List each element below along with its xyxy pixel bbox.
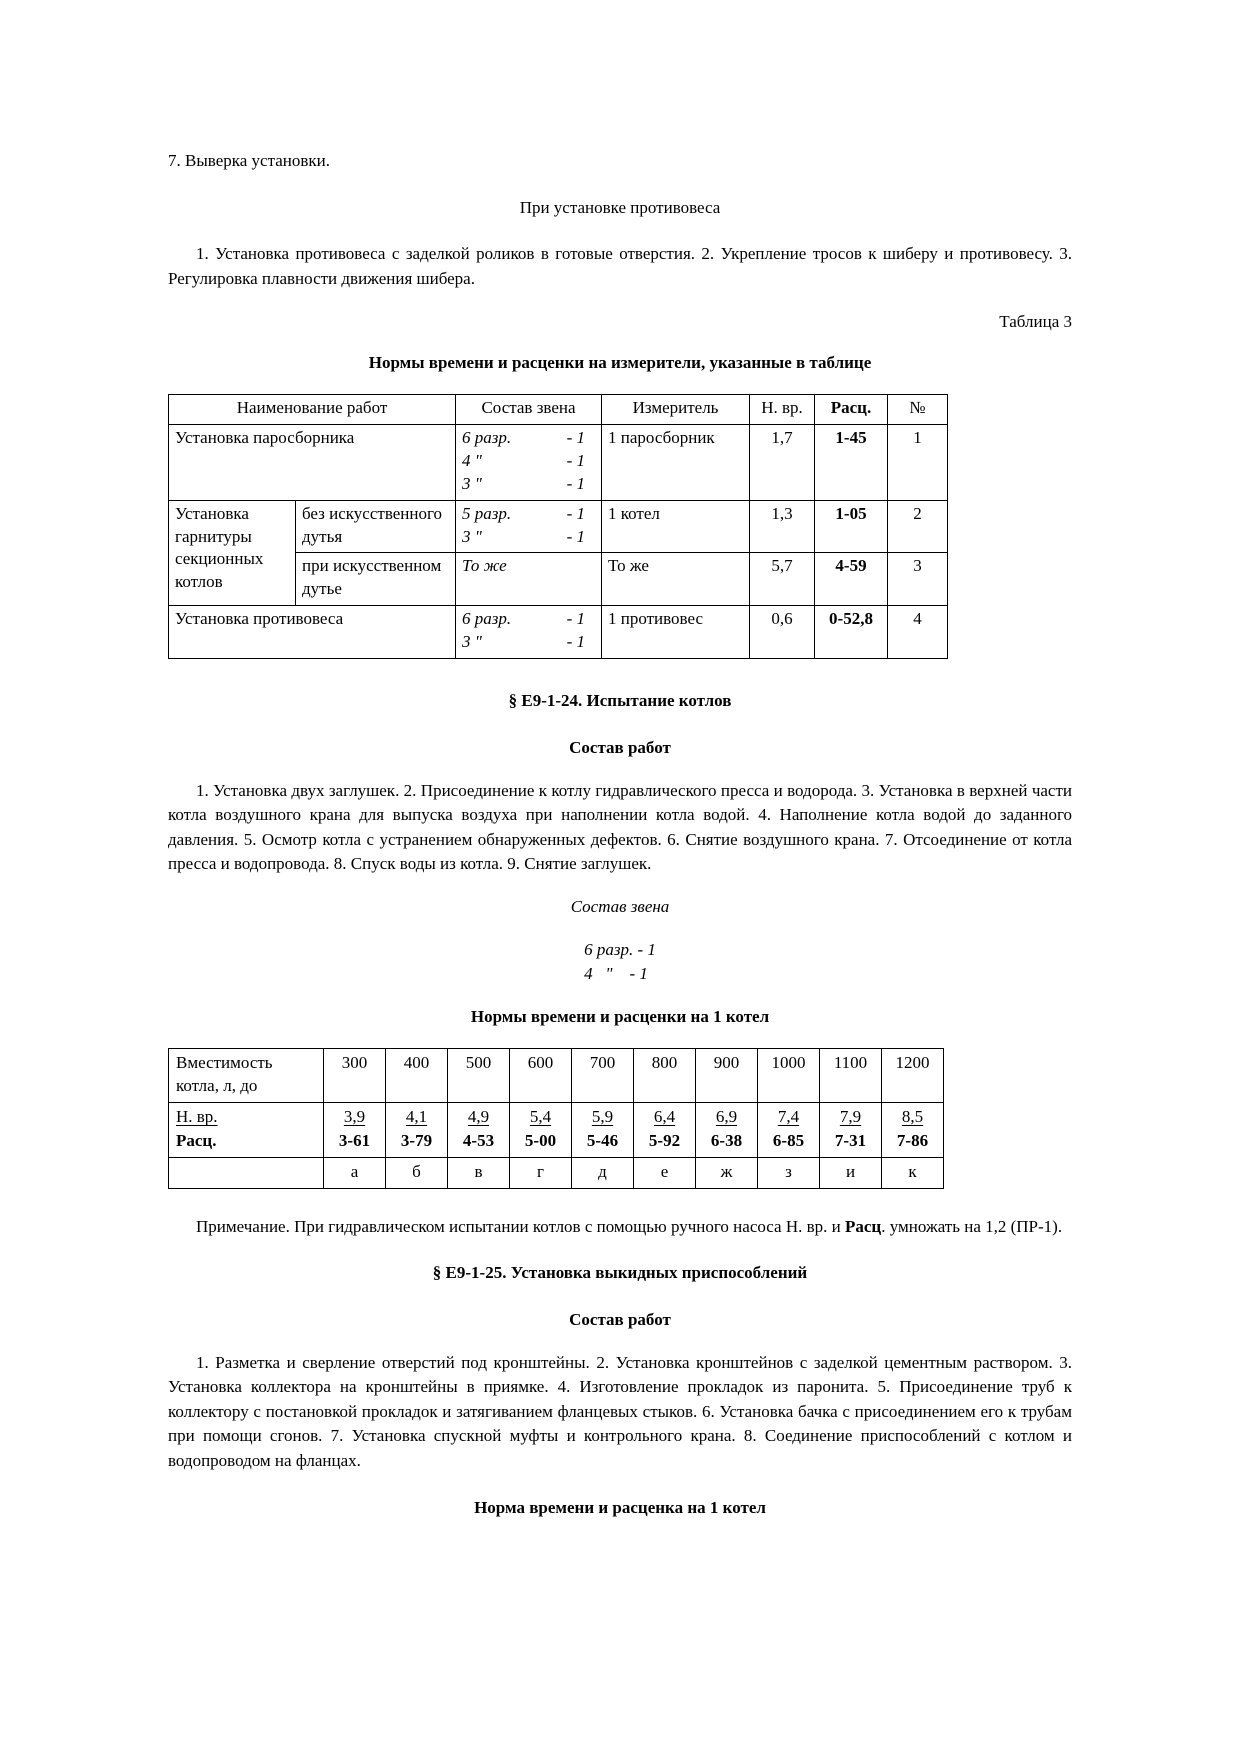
crew-line [462,503,595,526]
index-letter: д [572,1157,634,1188]
rate-value: 4-53 [462,1131,495,1151]
time-norm-value: 5,4 [529,1107,552,1127]
value-cell [324,1103,386,1158]
index-letter: в [448,1157,510,1188]
index-letter: ж [696,1157,758,1188]
header-row [169,394,948,424]
cell-work-name: Установка противовеса [169,606,456,659]
capacity-value: 800 [634,1048,696,1103]
capacity-label-line: Вместимость [176,1052,273,1072]
crew-count: - 1 [566,632,585,652]
note-paragraph [168,1215,1072,1240]
value-cell [510,1103,572,1158]
capacity-value: 300 [324,1048,386,1103]
works-composition-heading: Состав работ [569,737,671,757]
crew-grade: 5 разр. [462,503,512,523]
time-norm-value: 3,9 [343,1107,366,1127]
time-norm-value: 8,5 [901,1107,924,1127]
cell-work-subname: без искусственного дутья [296,500,456,553]
cell-time-norm: 5,7 [750,553,815,606]
crew-line [462,450,595,473]
list-item-7: 7. Выверка установки. [168,151,330,170]
cell-time-norm: 0,6 [750,606,815,659]
crew-grade: 6 разр. [462,427,512,447]
row-parosbornik [169,424,948,500]
works-paragraph-e9-1-24: 1. Установка двух заглушек. 2. Присоединение к котлу гидравлического пресса и водорода. 3. Установка в верхней части котла воздушного крана для выпуска воздуха при наполнении котла водой. 4. Наполнение котла водой до заданного давления. 5. Осмотр котла с устранением обнаруженных дефектов. 6. Снятие воздушного крана. 7. Отсоединение от котла пресса и водопровода. 8. Спуск воды из котла. 9. Снятие заглушек. [168,780,1072,874]
crew-line [462,631,595,654]
col-header-meter: Измеритель [602,394,750,424]
capacity-value: 1200 [882,1048,944,1103]
cell-rate: 4-59 [815,553,888,606]
crew-line [462,473,595,496]
value-cell [820,1103,882,1158]
time-norm-value: 6,4 [653,1107,676,1127]
crew-count: - 1 [566,609,585,629]
value-cell [448,1103,510,1158]
col-header-name: Наименование работ [169,394,456,424]
rate-value: 7-86 [896,1131,929,1151]
row-garnitura-no-draft [169,500,948,553]
cell-rate: 0-52,8 [815,606,888,659]
rate-value: 5-92 [648,1131,681,1151]
col-header-rate: Расц. [815,394,888,424]
crew-block [168,938,1072,987]
time-norm-label: Н. вр. [176,1107,218,1127]
cell-meter: 1 котел [602,500,750,553]
note-bold-term: Расц [845,1216,882,1236]
cell-meter: То же [602,553,750,606]
capacity-row [169,1048,944,1103]
capacity-value: 600 [510,1048,572,1103]
crew-line [462,608,595,631]
cell-time-norm: 1,3 [750,500,815,553]
rate-value: 5-00 [524,1131,557,1151]
crew-count: - 1 [566,450,585,470]
work-steps-paragraph: 1. Установка противовеса с заделкой роликов в готовые отверстия. 2. Укрепление тросов к шиберу и противовесу. 3. Регулировка плавности движения шибера. [168,244,1072,288]
crew-grade: 3 " [462,632,482,652]
capacity-value: 500 [448,1048,510,1103]
index-letter: з [758,1157,820,1188]
values-row-label [169,1103,324,1158]
cell-rate: 1-05 [815,500,888,553]
capacity-value: 700 [572,1048,634,1103]
index-letter: г [510,1157,572,1188]
time-norm-value: 7,4 [777,1107,800,1127]
rate-value: 3-79 [400,1131,433,1151]
table2-title: Нормы времени и расценки на 1 котел [470,1006,770,1026]
empty-cell [169,1157,324,1188]
cell-work-group-name: Установка гарнитуры секционных котлов [169,500,296,606]
value-cell [696,1103,758,1158]
cell-row-number: 4 [888,606,948,659]
capacity-value: 400 [386,1048,448,1103]
capacity-value: 1000 [758,1048,820,1103]
cell-meter: 1 противовес [602,606,750,659]
col-header-number: № [888,394,948,424]
crew-block-line: 4 " - 1 [584,964,648,984]
crew-grade: 6 разр. [462,609,512,629]
capacity-label-line: котла, л, до [176,1076,258,1096]
cell-crew [456,424,602,500]
crew-line [462,427,595,450]
index-letter: е [634,1157,696,1188]
value-cell [634,1103,696,1158]
crew-block-line: 6 разр. - 1 [584,939,656,959]
index-letter: б [386,1157,448,1188]
time-norm-value: 4,9 [467,1107,490,1127]
cell-time-norm: 1,7 [750,424,815,500]
index-letter: и [820,1157,882,1188]
cell-row-number: 2 [888,500,948,553]
value-cell [386,1103,448,1158]
crew-grade: 3 " [462,473,482,493]
index-letter: к [882,1157,944,1188]
cell-crew [456,553,602,606]
rate-value: 7-31 [834,1131,867,1151]
crew-same-as-above: То же [462,556,507,576]
rate-label: Расц. [176,1131,217,1151]
crew-count: - 1 [566,473,585,493]
index-letter: а [324,1157,386,1188]
time-norm-value: 5,9 [591,1107,614,1127]
section-title-e9-1-24: § Е9-1-24. Испытание котлов [508,691,732,711]
table1-title: Нормы времени и расценки на измерители, указанные в таблице [368,353,872,373]
time-norm-value: 4,1 [405,1107,428,1127]
values-row [169,1103,944,1158]
rate-value: 5-46 [586,1131,619,1151]
row-protivoves [169,606,948,659]
cell-row-number: 3 [888,553,948,606]
rate-value: 6-85 [772,1131,805,1151]
final-norm-title: Норма времени и расценка на 1 котел [474,1497,766,1517]
crew-grade: 3 " [462,526,482,546]
cell-work-name: Установка паросборника [169,424,456,500]
capacity-value: 1100 [820,1048,882,1103]
section-title-e9-1-25: § Е9-1-25. Установка выкидных приспособлений [432,1263,808,1283]
capacity-value: 900 [696,1048,758,1103]
boiler-capacity-table [168,1048,944,1189]
crew-line [462,526,595,549]
note-text: Примечание. При гидравлическом испытании котлов с помощью ручного насоса Н. вр. и [196,1216,845,1236]
crew-count: - 1 [566,526,585,546]
time-norm-value: 7,9 [839,1107,862,1127]
table-caption-label: Таблица 3 [999,311,1072,331]
crew-grade: 4 " [462,450,482,470]
subsection-heading: При установке противовеса [519,197,721,217]
cell-rate: 1-45 [815,424,888,500]
works-paragraph-e9-1-25: 1. Разметка и сверление отверстий под кронштейны. 2. Установка кронштейнов с заделкой цементным раствором. 3. Установка коллектора на кронштейны в приямке. 4. Изготовление прокладок из паронита. 5. Присоединение труб к коллектору с постановкой прокладок и затягиванием фланцевых стыков. 6. Установка бачка с присоединением его к трубам при помощи сгонов. 7. Установка спускной муфты и контрольного крана. 8. Соединение приспособлений с котлом и водопроводом на фланцах. [168,1352,1072,1471]
rate-value: 6-38 [710,1131,743,1151]
note-text: . умножать на 1,2 (ПР-1). [881,1216,1063,1236]
time-norm-value: 6,9 [715,1107,738,1127]
value-cell [882,1103,944,1158]
cell-crew [456,606,602,659]
col-header-crew: Состав звена [456,394,602,424]
cell-meter: 1 паросборник [602,424,750,500]
col-header-time-norm: Н. вр. [750,394,815,424]
value-cell [758,1103,820,1158]
rate-value: 3-61 [338,1131,371,1151]
cell-row-number: 1 [888,424,948,500]
letters-row [169,1157,944,1188]
norms-rates-table [168,394,948,659]
crew-count: - 1 [566,503,585,523]
crew-composition-heading: Состав звена [570,897,670,917]
works-composition-heading: Состав работ [569,1309,671,1329]
crew-count: - 1 [566,427,585,447]
cell-work-subname: при искусственном дутье [296,553,456,606]
value-cell [572,1103,634,1158]
capacity-row-label [169,1048,324,1103]
cell-crew [456,500,602,553]
